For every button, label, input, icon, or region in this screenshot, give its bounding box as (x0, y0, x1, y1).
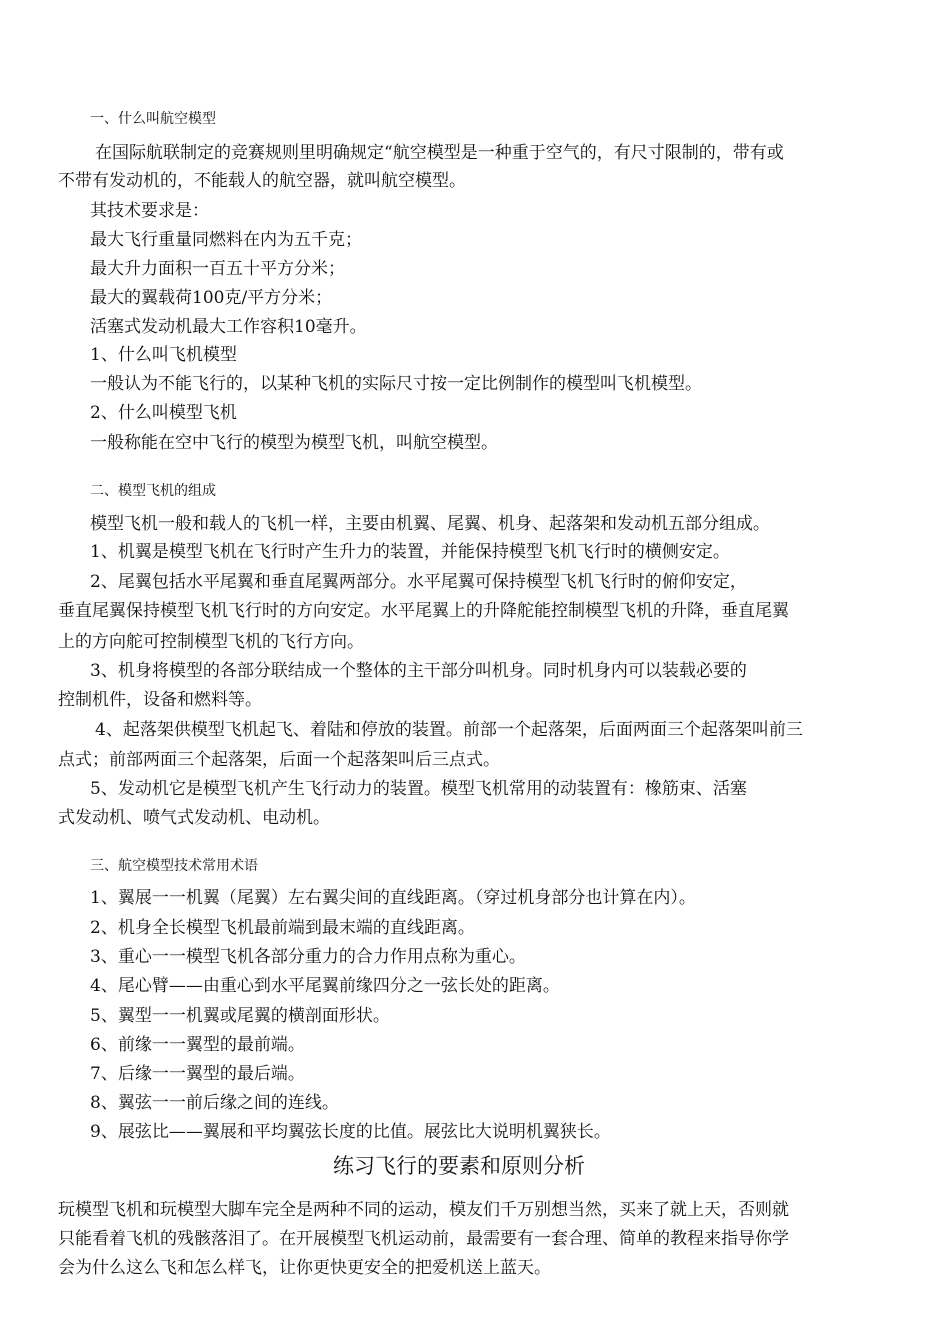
answer-text: 一般认为不能飞行的，以某种飞机的实际尺寸按一定比例制作的模型叫飞机模型。 (90, 374, 702, 394)
list-item-continuation: 点式；前部两面三个起落架，后面一个起落架叫后三点式。 (58, 750, 500, 770)
list-item: 4、起落架供模型飞机起飞、着陆和停放的装置。前部一个起落架，后面两面三个起落架叫前三 (95, 720, 803, 740)
term-item: 9、展弦比——翼展和平均翼弦长度的比值。展弦比大说明机翼狭长。 (90, 1122, 611, 1142)
article-paragraph-line: 只能看着飞机的残骸落泪了。在开展模型飞机运动前，最需要有一套合理、简单的教程来指导你学 (58, 1229, 789, 1249)
paragraph-line: 不带有发动机的，不能载人的航空器，就叫航空模型。 (58, 171, 466, 191)
term-item: 1、翼展一一机翼（尾翼）左右翼尖间的直线距离。（穿过机身部分也计算在内）。 (90, 888, 696, 908)
section-heading-what-is-aeromodel: 一、什么叫航空模型 (90, 111, 216, 127)
article-title: 练习飞行的要素和原则分析 (333, 1154, 585, 1178)
list-item-continuation: 控制机件，设备和燃料等。 (58, 690, 262, 710)
requirement-item: 最大升力面积一百五十平方分米； (90, 259, 345, 279)
term-item: 4、尾心臂——由重心到水平尾翼前缘四分之一弦长处的距离。 (90, 976, 560, 996)
list-item-continuation: 上的方向舵可控制模型飞机的飞行方向。 (58, 632, 364, 652)
list-item-continuation: 垂直尾翼保持模型飞机飞行时的方向安定。水平尾翼上的升降舵能控制模型飞机的升降，垂直尾翼 (58, 601, 789, 621)
requirement-item: 活塞式发动机最大工作容积10毫升。 (90, 317, 367, 337)
section-heading-composition: 二、模型飞机的组成 (90, 483, 216, 499)
paragraph-line: 在国际航联制定的竞赛规则里明确规定“航空模型是一种重于空气的，有尺寸限制的，带有或 (95, 143, 784, 163)
requirement-item: 最大的翼载荷100克/平方分米； (90, 288, 333, 308)
article-paragraph-line: 玩模型飞机和玩模型大脚车完全是两种不同的运动，模友们千万别想当然，买来了就上天，否则就 (58, 1200, 789, 1220)
requirements-intro: 其技术要求是： (90, 201, 209, 221)
paragraph-line: 模型飞机一般和载人的飞机一样，主要由机翼、尾翼、机身、起落架和发动机五部分组成。 (90, 514, 770, 534)
subheading-question: 2、什么叫模型飞机 (90, 403, 237, 423)
list-item: 1、机翼是模型飞机在飞行时产生升力的装置，并能保持模型飞机飞行时的横侧安定。 (90, 542, 730, 562)
term-item: 2、机身全长模型飞机最前端到最末端的直线距离。 (90, 918, 475, 938)
list-item-continuation: 式发动机、喷气式发动机、电动机。 (58, 808, 330, 828)
list-item: 3、机身将模型的各部分联结成一个整体的主干部分叫机身。同时机身内可以装载必要的 (90, 661, 747, 681)
term-item: 8、翼弦一一前后缘之间的连线。 (90, 1093, 339, 1113)
answer-text: 一般称能在空中飞行的模型为模型飞机，叫航空模型。 (90, 433, 498, 453)
term-item: 3、重心一一模型飞机各部分重力的合力作用点称为重心。 (90, 947, 526, 967)
article-paragraph-line: 会为什么这么飞和怎么样飞，让你更快更安全的把爱机送上蓝天。 (58, 1258, 551, 1278)
list-item: 2、尾翼包括水平尾翼和垂直尾翼两部分。水平尾翼可保持模型飞机飞行时的俯仰安定， (90, 572, 747, 592)
term-item: 7、后缘一一翼型的最后端。 (90, 1064, 305, 1084)
requirement-item: 最大飞行重量同燃料在内为五千克； (90, 230, 362, 250)
subheading-question: 1、什么叫飞机模型 (90, 345, 237, 365)
section-heading-terms: 三、航空模型技术常用术语 (90, 858, 258, 874)
list-item: 5、发动机它是模型飞机产生飞行动力的装置。模型飞机常用的动装置有：橡筋束、活塞 (90, 779, 747, 799)
term-item: 6、前缘一一翼型的最前端。 (90, 1035, 305, 1055)
term-item: 5、翼型一一机翼或尾翼的横剖面形状。 (90, 1006, 390, 1026)
